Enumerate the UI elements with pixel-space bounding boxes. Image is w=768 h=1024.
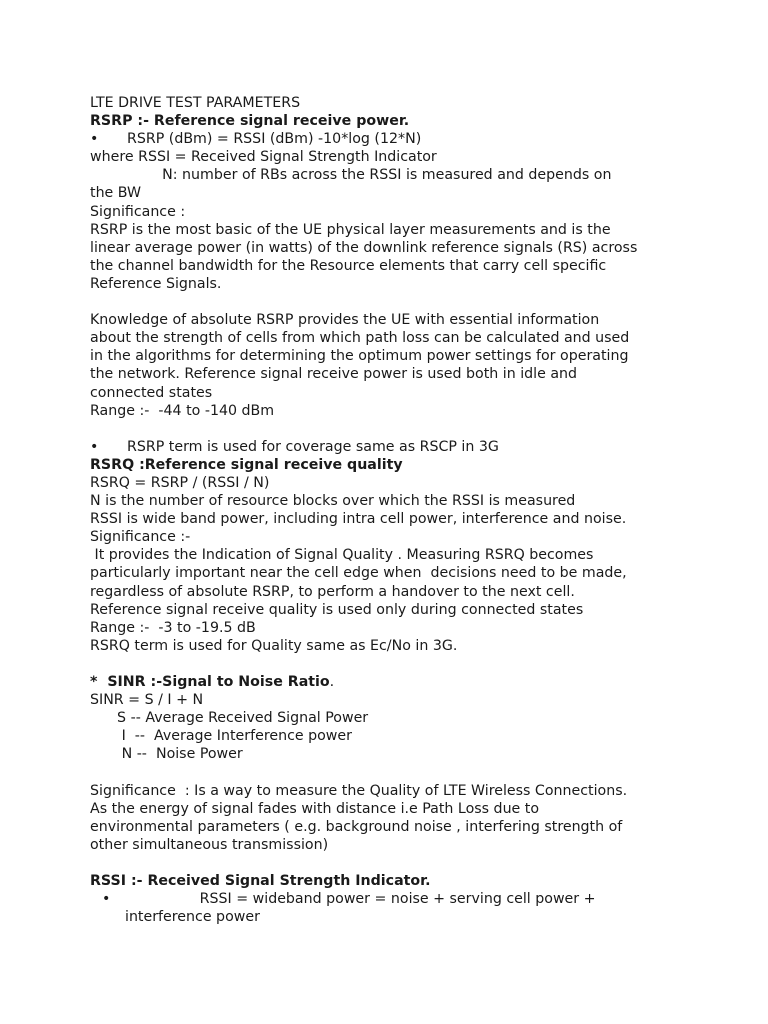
- rsrq-para-line: It provides the Indication of Signal Quality . Measuring RSRQ becomes: [90, 547, 594, 564]
- sinr-s-line: S -- Average Received Signal Power: [90, 710, 369, 727]
- blank-line: [90, 420, 750, 438]
- blank-line: [90, 293, 750, 311]
- sinr-para-line: environmental parameters ( e.g. background noise , interfering strength of: [90, 818, 623, 835]
- rssi-line-1: RSSI = wideband power = noise + serving cell power +: [114, 891, 596, 908]
- rsrp-para2-line: connected states: [90, 384, 213, 401]
- sinr-heading-end: .: [329, 674, 335, 690]
- rsrp-para2-line: Knowledge of absolute RSRP provides the UE with essential information: [90, 312, 600, 329]
- rsrq-para-line: particularly important near the cell edge when decisions need to be made,: [90, 565, 627, 582]
- rssi-bullet-line: [90, 890, 750, 908]
- rsrp-formula-line: [90, 130, 750, 148]
- sinr-para-line: Significance : Is a way to measure the Quality of LTE Wireless Connections.: [90, 782, 628, 799]
- rsrq-significance-label: Significance :-: [90, 529, 191, 546]
- sinr-heading: SINR :-Signal to Noise Ratio: [107, 674, 330, 690]
- sinr-para-line: other simultaneous transmission): [90, 836, 329, 853]
- document-page: [90, 94, 750, 926]
- rsrp-coverage: RSRP term is used for coverage same as RSCP in 3G: [127, 438, 499, 455]
- rsrp-para1-line: linear average power (in watts) of the downlink reference signals (RS) across: [90, 239, 638, 256]
- sinr-heading-line: [90, 673, 750, 691]
- rsrp-range: Range :- -44 to -140 dBm: [90, 402, 275, 419]
- rssi-line-2: interference power: [125, 909, 260, 926]
- rsrp-heading: RSRP :- Reference signal receive power.: [90, 113, 410, 130]
- blank-line: [90, 655, 750, 673]
- rsrq-rssi-line: RSSI is wide band power, including intra cell power, interference and noise.: [90, 511, 627, 528]
- bullet-icon: •: [90, 438, 99, 455]
- rsrq-heading: RSRQ :Reference signal receive quality: [90, 456, 403, 473]
- rsrq-formula: RSRQ = RSRP / (RSSI / N): [90, 474, 270, 491]
- rsrp-para1-line: Reference Signals.: [90, 275, 222, 292]
- document-title: LTE DRIVE TEST PARAMETERS: [90, 95, 301, 111]
- rsrq-para-line: Reference signal receive quality is used only during connected states: [90, 601, 584, 618]
- sinr-i-line: I -- Average Interference power: [90, 728, 352, 745]
- rsrp-para1-line: RSRP is the most basic of the UE physical layer measurements and is the: [90, 221, 611, 238]
- sinr-formula: SINR = S / I + N: [90, 692, 204, 709]
- rsrp-n-line-1: N: number of RBs across the RSSI is measured and depends on: [90, 167, 612, 184]
- sinr-heading-star: *: [90, 674, 108, 690]
- rsrp-where-line: where RSSI = Received Signal Strength Indicator: [90, 149, 437, 166]
- rsrp-para2-line: the network. Reference signal receive power is used both in idle and: [90, 366, 578, 383]
- blank-line: [90, 854, 750, 872]
- rsrp-coverage-line: [90, 438, 750, 456]
- sinr-para-line: As the energy of signal fades with distance i.e Path Loss due to: [90, 800, 540, 817]
- rsrq-quality: RSRQ term is used for Quality same as Ec/No in 3G.: [90, 637, 458, 654]
- rssi-heading: RSSI :- Received Signal Strength Indicator.: [90, 873, 431, 890]
- rsrp-formula: RSRP (dBm) = RSSI (dBm) -10*log (12*N): [127, 131, 422, 148]
- rsrq-para-line: regardless of absolute RSRP, to perform a handover to the next cell.: [90, 583, 575, 600]
- bullet-icon: •: [102, 891, 111, 908]
- rsrp-para2-line: in the algorithms for determining the optimum power settings for operating: [90, 348, 629, 365]
- blank-line: [90, 763, 750, 781]
- rsrp-para2-line: about the strength of cells from which path loss can be calculated and used: [90, 330, 630, 347]
- rsrp-significance-label: Significance :: [90, 203, 186, 220]
- rsrp-para1-line: the channel bandwidth for the Resource elements that carry cell specific: [90, 257, 607, 274]
- rsrq-n-line: N is the number of resource blocks over which the RSSI is measured: [90, 493, 576, 510]
- bullet-icon: •: [90, 131, 99, 148]
- rsrq-range: Range :- -3 to -19.5 dB: [90, 619, 256, 636]
- sinr-n-line: N -- Noise Power: [90, 746, 243, 763]
- rsrp-n-line-2: the BW: [90, 185, 142, 202]
